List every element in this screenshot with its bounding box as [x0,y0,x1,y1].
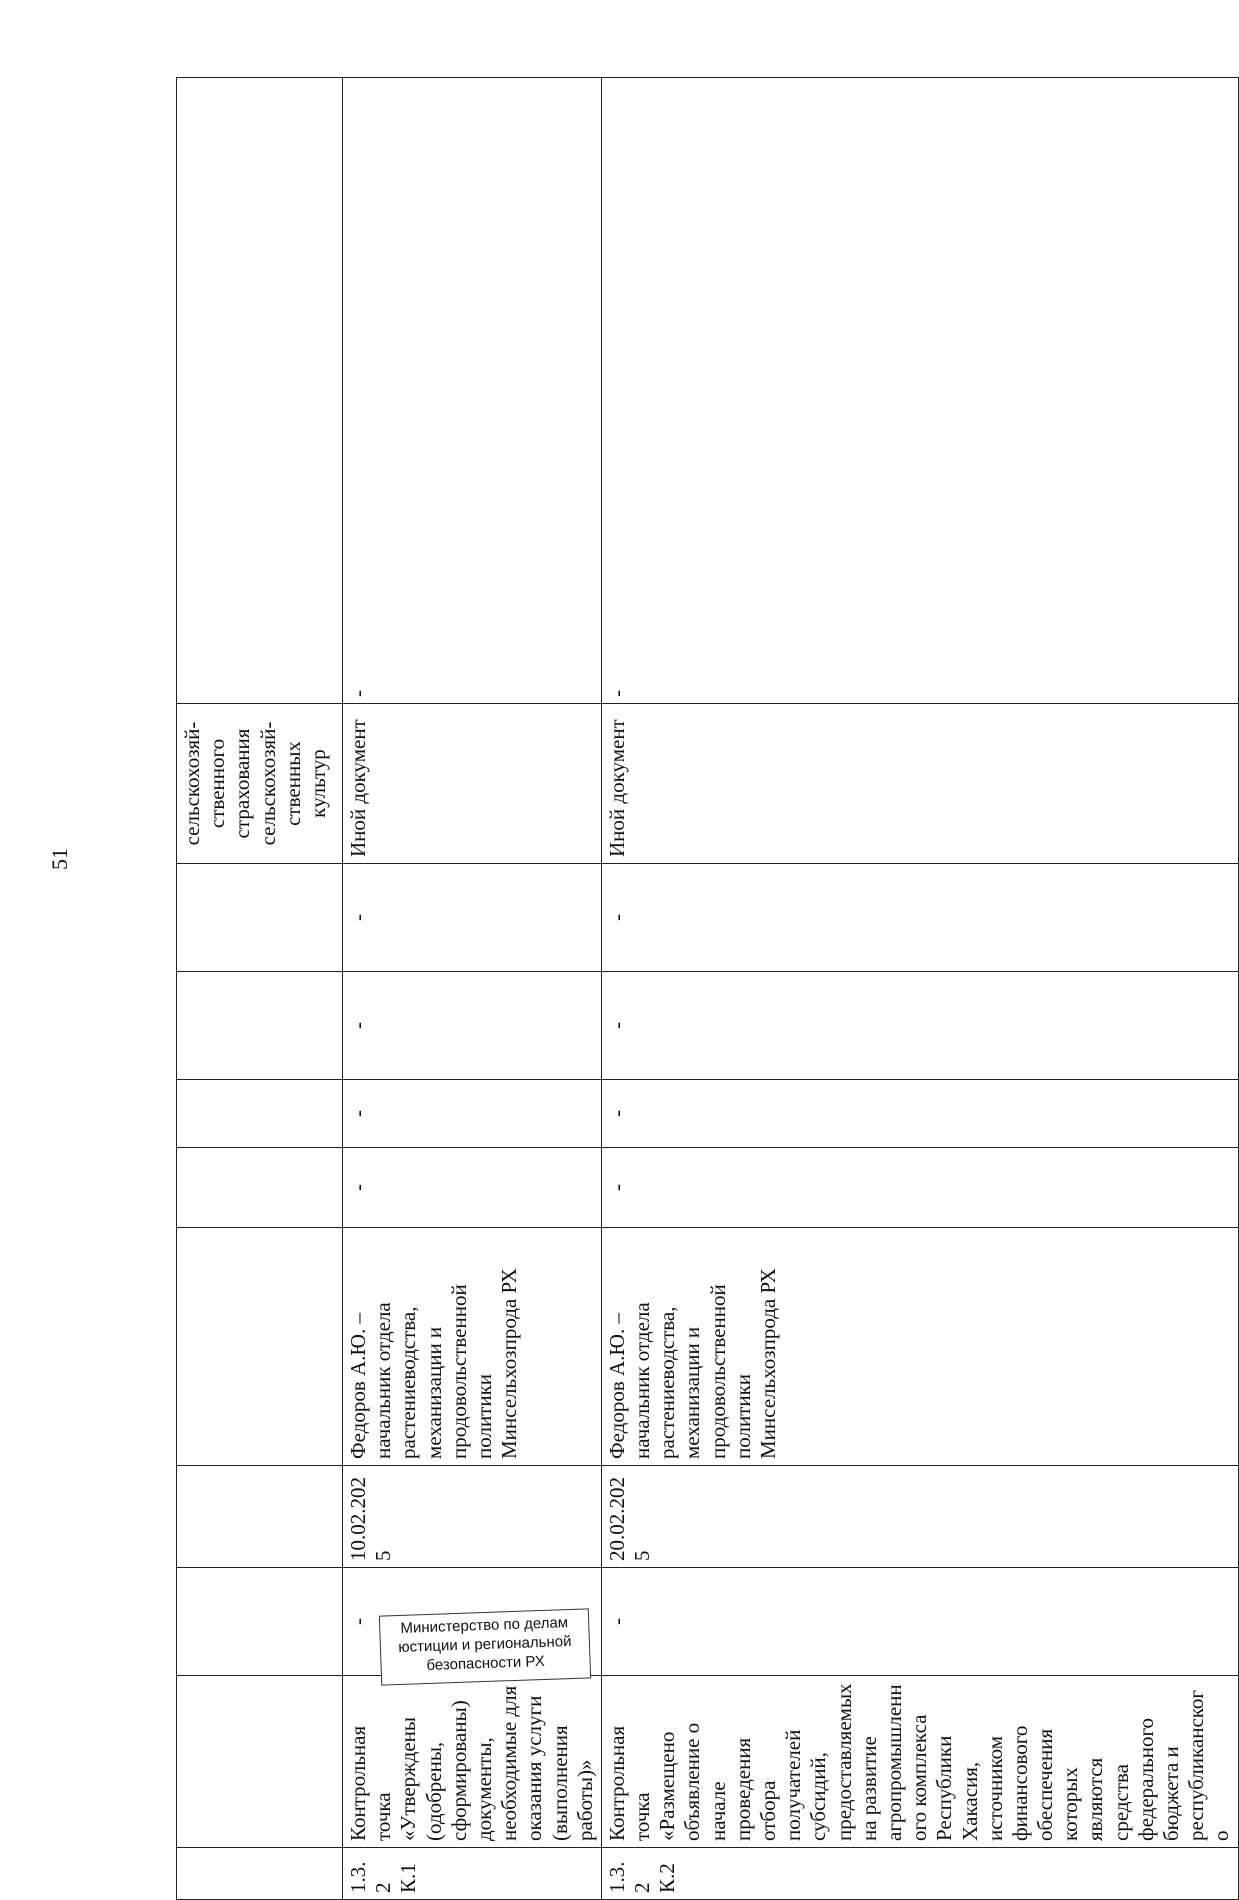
cell-date [177,1466,343,1568]
cell-name: Контрольная точка «Утверждены (одобрены, сформированы) документы, необходимые для оказания услуги (выполнения работы)» [343,1676,602,1848]
cell-c6: - [601,1148,1238,1228]
cell-doc-type: Иной документ [343,704,602,864]
cell-num [177,1848,343,1900]
cell-date: 20.02.2025 [601,1466,1238,1568]
cell-num: 1.3.2 К.2 [601,1848,1238,1900]
cell-c7: - [343,1080,602,1148]
cell-responsible: Федоров А.Ю. – начальник отдела растениеводства, механизации и продовольственной политики Минсельхозпрода РХ [343,1228,602,1466]
cell-c11: - [343,78,602,704]
control-points-table [176,77,1239,1900]
cell-c8 [177,972,343,1080]
table-row [601,78,1238,1900]
cell-name: Контрольная точка «Размещено объявление о начале проведения отбора получателей субсидий, предоставляемых на развитие агропромышленного комплекса Республики Хакасия, источником финансового обеспечения которых являются средства федерального бюджета и республиканского [601,1676,1238,1848]
page-number: 51 [47,848,72,870]
ministry-stamp [379,1608,591,1685]
cell-c9 [177,864,343,972]
cell-doc-type: сельскохозяй- ственного страхования сельскохозяй- ственных культур [177,704,343,864]
cell-c6: - [343,1148,602,1228]
cell-c9: - [343,864,602,972]
cell-c7 [177,1080,343,1148]
cell-c8: - [601,972,1238,1080]
stamp-line: Министерство по делам [400,1614,569,1637]
cell-base-value: - [601,1568,1238,1676]
rotated-table-container [176,78,1234,1900]
cell-base-value [177,1568,343,1676]
cell-c7: - [601,1080,1238,1148]
cell-name [177,1676,343,1848]
stamp-line: юстиции и региональной [398,1632,572,1656]
table-row-header [177,78,343,1900]
cell-c9: - [601,864,1238,972]
cell-c11 [177,78,343,704]
cell-doc-type: Иной документ [601,704,1238,864]
cell-c8: - [343,972,602,1080]
cell-responsible: Федоров А.Ю. – начальник отдела растениеводства, механизации и продовольственной политики Минсельхозпрода РХ [601,1228,1238,1466]
cell-date: 10.02.2025 [343,1466,602,1568]
cell-responsible [177,1228,343,1466]
cell-c6 [177,1148,343,1228]
cell-c11: - [601,78,1238,704]
cell-base-value: - [343,1568,602,1676]
cell-num: 1.3.2 К.1 [343,1848,602,1900]
stamp-line: безопасности РХ [426,1652,545,1674]
